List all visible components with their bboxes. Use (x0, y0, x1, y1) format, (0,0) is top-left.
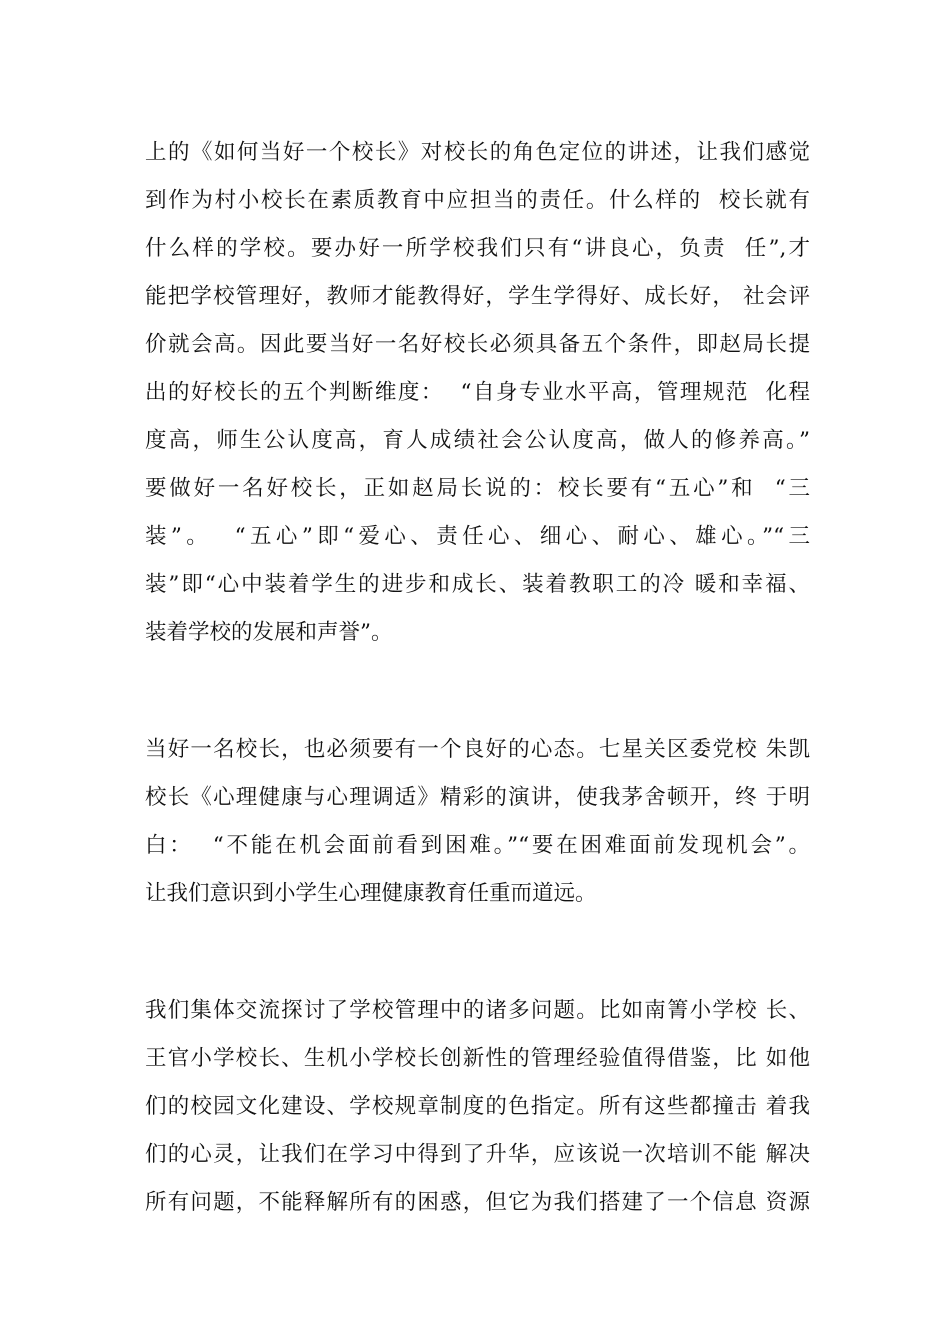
text-line: 什么样的学校。要办好一所学校我们只有“讲良心，负责 任”,才 (145, 236, 810, 261)
text-line: 能把学校管理好，教师才能教得好，学生学得好、成长好， 社会评 (145, 284, 810, 309)
text-line: 装着学校的发展和声誉”。 (145, 620, 393, 645)
text-line: 要做好一名好校长，正如赵局长说的：校长要有“五心”和 “三 (145, 476, 810, 501)
text-line: 王官小学校长、生机小学校长创新性的管理经验值得借鉴，比 如他 (145, 1046, 810, 1071)
text-line: 当好一名校长，也必须要有一个良好的心态。七星关区委党校 朱凯 (145, 737, 810, 762)
text-line: 们的心灵，让我们在学习中得到了升华，应该说一次培训不能 解决 (145, 1142, 810, 1167)
text-line: 度高，师生公认度高，育人成绩社会公认度高，做人的修养高。” (145, 428, 810, 453)
text-line: 出的好校长的五个判断维度： “自身专业水平高，管理规范 化程 (145, 380, 810, 405)
text-line: 校长《心理健康与心理调适》精彩的演讲，使我茅舍顿开，终 于明 (145, 785, 810, 810)
text-line: 们的校园文化建设、学校规章制度的色指定。所有这些都撞击 着我 (145, 1094, 810, 1119)
text-line: 价就会高。因此要当好一名好校长必须具备五个条件，即赵局长提 (145, 332, 810, 357)
text-line: 上的《如何当好一个校长》对校长的角色定位的讲述，让我们感觉 (145, 140, 810, 165)
text-line: 装”即“心中装着学生的进步和成长、装着教职工的冷 暖和幸福、 (145, 572, 810, 597)
text-line: 我们集体交流探讨了学校管理中的诸多问题。比如南箐小学校 长、 (145, 998, 810, 1023)
text-line: 白： “不能在机会面前看到困难。”“要在困难面前发现机会”。 (145, 833, 810, 858)
text-line: 装”。 “五心”即“爱心、责任心、细心、耐心、雄心。”“三 (145, 524, 810, 549)
text-line: 所有问题，不能释解所有的困惑，但它为我们搭建了一个信息 资源 (145, 1190, 810, 1215)
text-line: 到作为村小校长在素质教育中应担当的责任。什么样的 校长就有 (145, 188, 810, 213)
text-line: 让我们意识到小学生心理健康教育任重而道远。 (145, 881, 597, 906)
